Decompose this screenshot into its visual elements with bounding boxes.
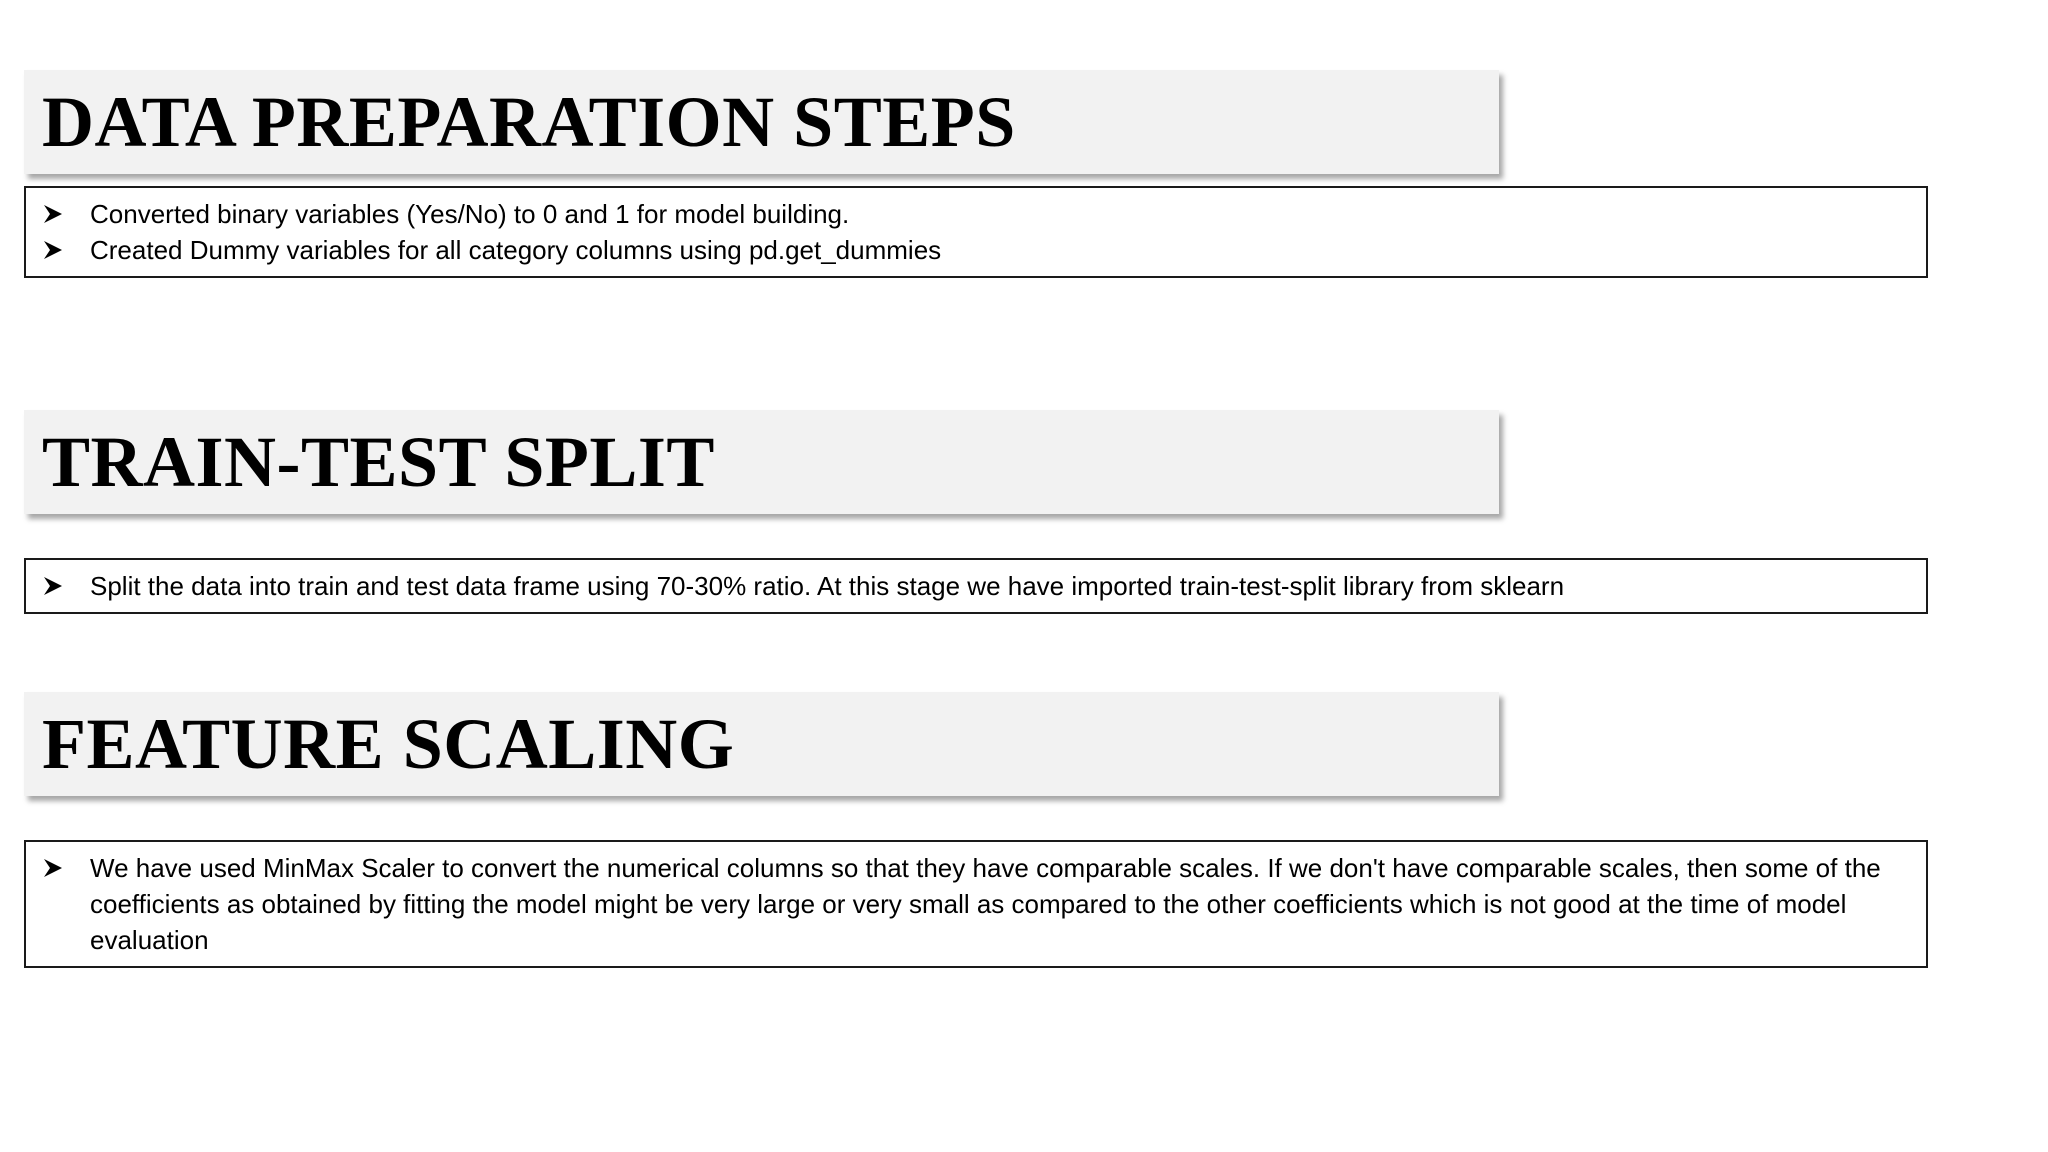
- section-2-bullet-list: [42, 568, 1906, 604]
- section-1-content-box: [24, 186, 1928, 278]
- bullet-text: We have used MinMax Scaler to convert the numerical columns so that they have comparable scales. If we don't have comparable scales, then some of the coefficients as obtained by fitting the model might be very large or very small as compared to the other coefficients which is not good at the time of model evaluation: [90, 853, 1881, 955]
- section-3-content-box: [24, 840, 1928, 968]
- list-item: [42, 568, 1906, 604]
- list-item: [42, 232, 1906, 268]
- arrowhead-bullet-icon: [42, 850, 72, 886]
- section-2-content-box: [24, 558, 1928, 614]
- arrowhead-bullet-icon: [42, 232, 72, 268]
- section-1-bullet-list: [42, 196, 1906, 268]
- section-1-title: DATA PREPARATION STEPS: [42, 82, 1016, 162]
- bullet-text: Converted binary variables (Yes/No) to 0 and 1 for model building.: [90, 199, 850, 229]
- section-3-title: FEATURE SCALING: [42, 704, 735, 784]
- section-3-heading-box: [24, 692, 1499, 796]
- list-item: [42, 196, 1906, 232]
- bullet-text: Created Dummy variables for all category columns using pd.get_dummies: [90, 235, 942, 265]
- section-2-title: TRAIN-TEST SPLIT: [42, 422, 715, 502]
- section-1-heading-box: [24, 70, 1499, 174]
- bullet-text: Split the data into train and test data frame using 70-30% ratio. At this stage we have imported train-test-split library from sklearn: [90, 571, 1565, 601]
- section-2-heading-box: [24, 410, 1499, 514]
- arrowhead-bullet-icon: [42, 196, 72, 232]
- arrowhead-bullet-icon: [42, 568, 72, 604]
- list-item: [42, 850, 1906, 958]
- section-3-bullet-list: [42, 850, 1906, 958]
